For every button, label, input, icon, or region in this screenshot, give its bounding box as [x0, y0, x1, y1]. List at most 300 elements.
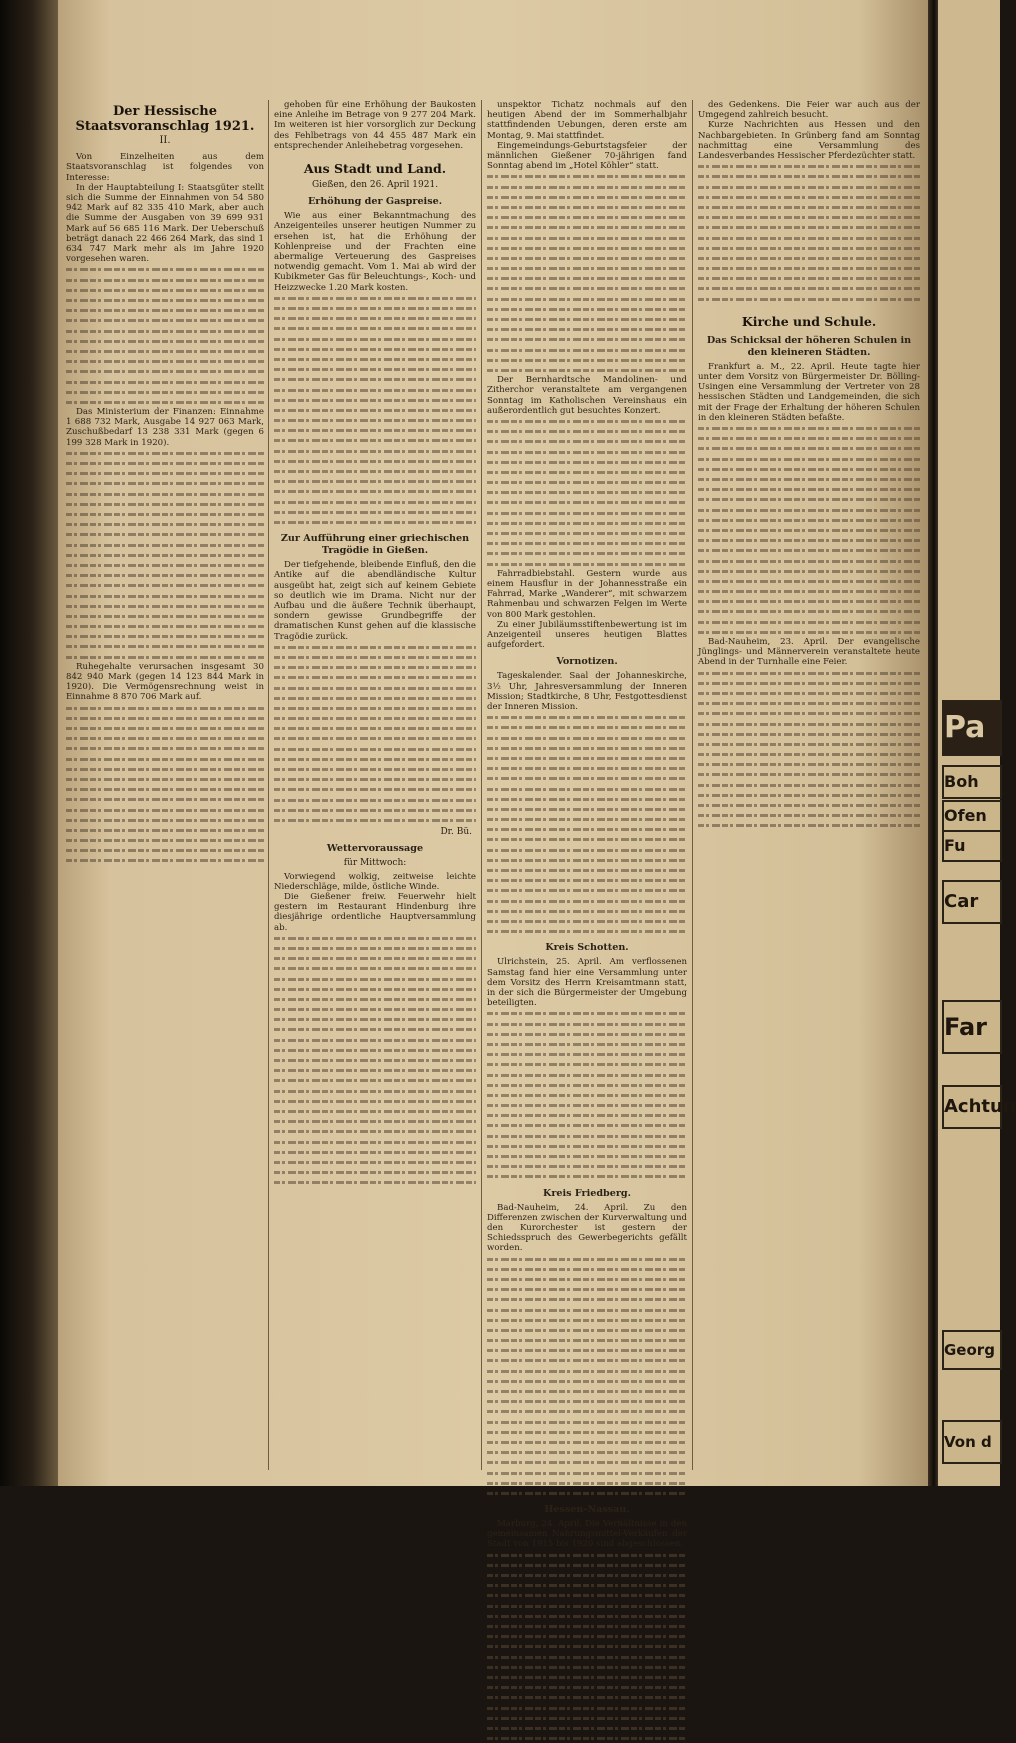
print-line: [66, 489, 264, 499]
print-line: [487, 773, 687, 783]
print-line: [274, 466, 476, 476]
print-line: [698, 719, 920, 729]
print-line: [487, 1570, 687, 1580]
print-line: [698, 443, 920, 453]
article-paragraph: Der tiefgehende, bleibende Einfluß, den die Antike auf die abendländische Kultur ausgeübt hat, zeigt sich auf keinem Gebiete so deutlich wie im Drama. Nicht nur der Aufbau und die äußere Technik überhaupt, sondern gewisse Grundbegriffe der dramatischen Kunst gehen auf die klassische Tragödie zurück.: [274, 560, 476, 642]
print-line: [487, 334, 687, 344]
article-paragraph: In der Hauptabteilung I: Staatsgüter stellt sich die Summe der Einnahmen von 54 580 942 Mark auf 82 335 410 Mark, aber auch die Summe der Ausgaben von 39 699 931 Mark auf 56 685 116 Mark. Der Ueberschuß beträgt danach 22 466 264 Mark, das sind 1 634 747 Mark mehr als im Jahre 1920 vorgesehen waren.: [66, 182, 264, 265]
print-line: [487, 497, 687, 507]
print-line: [487, 1662, 687, 1672]
print-line: [698, 586, 920, 596]
print-line: [698, 171, 920, 181]
filler-text-block-12: [487, 1550, 687, 1743]
print-line: [487, 1049, 687, 1059]
print-line: [66, 835, 264, 845]
print-line: [274, 744, 476, 754]
print-line: [698, 759, 920, 769]
article-paragraph: Frankfurt a. M., 22. April. Heute tagte hier unter dem Vorsitz von Bürgermeister Dr. Bölling-Usingen eine Versammlung der Vertreter von 28 hessischen Städten und Landgemeinden, die sich mit der Frage der Erhaltung der höheren Schulen in den kleineren Städten befaßte.: [698, 361, 920, 423]
print-line: [66, 346, 264, 356]
print-line: [487, 243, 687, 253]
filler-text-block-10: [487, 1008, 687, 1181]
print-line: [66, 580, 264, 590]
print-line: [66, 448, 264, 458]
print-line: [698, 810, 920, 820]
print-line: [274, 476, 476, 486]
print-line: [274, 795, 476, 805]
print-line: [487, 1355, 687, 1365]
print-line: [698, 729, 920, 739]
print-line: [487, 1601, 687, 1611]
print-line: [487, 467, 687, 477]
print-line: [487, 1457, 687, 1467]
print-line: [487, 263, 687, 273]
print-line: [698, 454, 920, 464]
print-line: [274, 723, 476, 733]
print-line: [274, 385, 476, 395]
print-line: [487, 926, 687, 936]
print-line: [66, 550, 264, 560]
article-paragraph: Bad-Nauheim, 24. April. Zu den Differenzen zwischen der Kurverwaltung und den Kurorchester ist gestern der Schiedsspruch des Gewerbegerichts gefällt worden.: [487, 1202, 687, 1254]
print-line: [274, 1055, 476, 1065]
print-line: [274, 486, 476, 496]
print-line: [487, 1008, 687, 1018]
print-line: [66, 560, 264, 570]
print-line: [274, 1157, 476, 1167]
article-paragraph: Der Bernhardtsche Mandolinen- und Zitherchor veranstaltete am vergangenen Sonntag im Katholischen Vereinshaus ein außerordentlich gut besuchtes Konzert.: [487, 375, 687, 416]
print-line: [66, 336, 264, 346]
print-line: [487, 1733, 687, 1743]
print-line: [487, 794, 687, 804]
print-line: [66, 641, 264, 651]
print-line: [487, 1059, 687, 1069]
print-line: [274, 953, 476, 963]
section-title-local: Aus Stadt und Land.: [303, 161, 447, 177]
article-part: II.: [159, 135, 171, 146]
print-line: [487, 1386, 687, 1396]
print-line: [698, 596, 920, 606]
print-line: [487, 1325, 687, 1335]
article-paragraph: Fahrradbiebstahl. Gestern wurde aus einem Hausflur in der Johannesstraße ein Fahrrad, Marke „Wanderer“, mit schwarzem Rahmenbau und schwarzen Felgen im Werte von 800 Mark gestohlen.: [487, 568, 687, 620]
print-line: [274, 303, 476, 313]
article-paragraph: Die Gießener freiw. Feuerwehr hielt gestern im Restaurant Hindenburg ihre diesjährige ordentliche Hauptversammlung ab.: [274, 891, 476, 933]
print-line: [487, 1029, 687, 1039]
print-line: [487, 365, 687, 375]
print-line: [487, 233, 687, 243]
print-line: [66, 509, 264, 519]
ad-fragment: Fu: [942, 830, 1002, 862]
print-line: [274, 713, 476, 723]
print-line: [66, 468, 264, 478]
dateline: Gießen, den 26. April 1921.: [311, 180, 439, 191]
subheading-higher-schools: Das Schicksal der höheren Schulen in den kleineren Städten.: [706, 334, 912, 358]
column-rule: [481, 100, 482, 1470]
filler-text-block-14: [698, 423, 920, 637]
print-line: [698, 739, 920, 749]
article-title: Der Hessische Staatsvoranschlag 1921.: [75, 104, 255, 134]
print-line: [66, 377, 264, 387]
print-line: [66, 713, 264, 723]
print-line: [274, 1024, 476, 1034]
print-line: [698, 668, 920, 678]
print-line: [66, 631, 264, 641]
print-line: [487, 426, 687, 436]
print-line: [487, 906, 687, 916]
print-line: [66, 305, 264, 315]
print-line: [487, 171, 687, 181]
print-line: [487, 1335, 687, 1345]
section-title-church-school: Kirche und Schule.: [741, 313, 877, 329]
print-line: [274, 456, 476, 466]
print-line: [487, 487, 687, 497]
print-line: [487, 733, 687, 743]
print-line: [698, 617, 920, 627]
print-line: [274, 1106, 476, 1116]
print-line: [487, 1417, 687, 1427]
print-line: [66, 764, 264, 774]
print-line: [66, 315, 264, 325]
print-line: [698, 263, 920, 273]
print-line: [274, 764, 476, 774]
print-line: [66, 458, 264, 468]
print-line: [274, 293, 476, 303]
print-line: [66, 264, 264, 274]
print-line: [66, 733, 264, 743]
print-line: [274, 1137, 476, 1147]
subheading-greek-tragedy: Zur Aufführung einer griechischen Tragödie in Gießen.: [280, 533, 470, 557]
print-line: [487, 1070, 687, 1080]
print-line: [698, 535, 920, 545]
column-1: [66, 100, 264, 1470]
print-line: [66, 723, 264, 733]
print-line: [274, 774, 476, 784]
print-line: [698, 749, 920, 759]
print-line: [487, 1131, 687, 1141]
print-line: [698, 525, 920, 535]
newspaper-page: [58, 0, 928, 1550]
print-line: [274, 1147, 476, 1157]
print-line: [274, 354, 476, 364]
print-line: [274, 984, 476, 994]
print-line: [487, 518, 687, 528]
print-line: [487, 294, 687, 304]
print-line: [698, 192, 920, 202]
print-line: [487, 1631, 687, 1641]
print-line: [698, 790, 920, 800]
print-line: [274, 1014, 476, 1024]
filler-text-block-7: [487, 171, 687, 375]
ad-fragment: Von d: [942, 1420, 1002, 1464]
print-line: [274, 784, 476, 794]
print-line: [274, 395, 476, 405]
print-line: [487, 416, 687, 426]
article-paragraph: Zu einer Jubiläumsstiftenbewertung ist im Anzeigenteil unseres heutigen Blattes aufgefordert.: [487, 619, 687, 651]
ad-fragment: Car: [942, 880, 1002, 924]
print-line: [487, 1151, 687, 1161]
print-line: [66, 845, 264, 855]
print-line: [487, 508, 687, 518]
print-line: [487, 1274, 687, 1284]
ad-fragment: Far: [942, 1000, 1002, 1054]
article-paragraph: Eingemeindungs-Geburtstagsfeier der männlichen Gießener 70-jährigen fand Sonntag abend im „Hotel Köhler“ statt.: [487, 140, 687, 172]
print-line: [487, 855, 687, 865]
print-line: [66, 611, 264, 621]
print-line: [274, 805, 476, 815]
print-line: [66, 570, 264, 580]
print-line: [487, 1641, 687, 1651]
print-line: [487, 1713, 687, 1723]
print-line: [487, 865, 687, 875]
print-line: [698, 566, 920, 576]
print-line: [487, 1580, 687, 1590]
ad-fragment: Georg: [942, 1330, 1002, 1370]
print-line: [487, 834, 687, 844]
print-line: [487, 1652, 687, 1662]
print-line: [274, 815, 476, 825]
filler-text-block-9: [487, 712, 687, 936]
article-paragraph: Von Einzelheiten aus dem Staatsvoranschlag ist folgendes von Interesse:: [66, 152, 264, 183]
print-line: [487, 1294, 687, 1304]
print-line: [487, 192, 687, 202]
print-line: [274, 943, 476, 953]
ad-fragment: Ofen: [942, 800, 1002, 832]
print-line: [487, 1703, 687, 1713]
print-line: [698, 182, 920, 192]
print-line: [487, 222, 687, 232]
article-paragraph: Marburg, 24. April. Die Verhältnisse in den gemeinsamen Nahrungsmittel-Verkäufen der Stadt von 1915 bis 1920 sind abgeschlossen.: [487, 1519, 687, 1550]
print-line: [487, 1396, 687, 1406]
print-line: [487, 753, 687, 763]
print-line: [487, 1427, 687, 1437]
print-line: [487, 1723, 687, 1733]
print-line: [487, 1478, 687, 1488]
print-line: [487, 1621, 687, 1631]
subheading-gas-prices: Erhöhung der Gaspreise.: [307, 196, 443, 208]
print-line: [487, 1672, 687, 1682]
print-line: [274, 662, 476, 672]
print-line: [487, 528, 687, 538]
ad-fragment: Boh: [942, 765, 1002, 799]
print-line: [66, 784, 264, 794]
author-signature: Dr. Bü.: [440, 827, 472, 838]
print-line: [274, 1045, 476, 1055]
print-line: [698, 688, 920, 698]
print-line: [274, 344, 476, 354]
print-line: [487, 1550, 687, 1560]
filler-text-block-2: [66, 448, 264, 662]
filler-text-block-15: [698, 668, 920, 831]
print-line: [487, 447, 687, 457]
print-line: [698, 678, 920, 688]
print-line: [66, 794, 264, 804]
print-line: [274, 754, 476, 764]
filler-text-block-4: [274, 293, 476, 527]
print-line: [487, 1611, 687, 1621]
article-paragraph: Kurze Nachrichten aus Hessen und den Nachbargebieten. In Grünberg fand am Sonntag nachmittag eine Versammlung des Landesverbandes Hessischer Pferdezüchter statt.: [698, 120, 920, 162]
filler-text-block-11: [487, 1254, 687, 1499]
print-line: [698, 253, 920, 263]
filler-text-block-8: [487, 416, 687, 569]
print-line: [487, 1141, 687, 1151]
print-line: [66, 652, 264, 662]
print-line: [487, 345, 687, 355]
print-line: [274, 683, 476, 693]
print-line: [698, 800, 920, 810]
print-line: [274, 425, 476, 435]
print-line: [66, 743, 264, 753]
print-line: [487, 1468, 687, 1478]
print-line: [487, 1366, 687, 1376]
print-line: [487, 1345, 687, 1355]
print-line: [487, 1692, 687, 1702]
print-line: [698, 273, 920, 283]
print-line: [487, 477, 687, 487]
print-line: [487, 1039, 687, 1049]
print-line: [487, 182, 687, 192]
print-line: [66, 601, 264, 611]
print-line: [698, 708, 920, 718]
print-line: [487, 457, 687, 467]
print-line: [487, 1120, 687, 1130]
weather-heading: Wettervoraussage: [326, 843, 424, 855]
print-line: [487, 1264, 687, 1274]
print-line: [487, 1161, 687, 1171]
print-line: [274, 1035, 476, 1045]
filler-text-block-5: [274, 642, 476, 825]
print-line: [487, 1254, 687, 1264]
print-line: [487, 845, 687, 855]
print-line: [487, 743, 687, 753]
print-line: [66, 326, 264, 336]
print-line: [274, 994, 476, 1004]
print-line: [66, 855, 264, 865]
print-line: [487, 875, 687, 885]
print-line: [487, 212, 687, 222]
print-line: [698, 515, 920, 525]
print-line: [274, 313, 476, 323]
print-line: [487, 896, 687, 906]
print-line: [698, 161, 920, 171]
print-line: [487, 722, 687, 732]
print-line: [487, 1437, 687, 1447]
print-line: [487, 1488, 687, 1498]
print-line: [487, 548, 687, 558]
print-line: [487, 273, 687, 283]
print-line: [487, 202, 687, 212]
print-line: [698, 423, 920, 433]
article-paragraph: Das Ministerium der Finanzen: Einnahme 1 688 732 Mark, Ausgabe 14 927 063 Mark, Zuschußbedarf 13 238 331 Mark (gegen 6 199 328 Mark in 1920).: [66, 407, 264, 448]
district-heading-friedberg: Kreis Friedberg.: [543, 1187, 631, 1199]
print-line: [487, 784, 687, 794]
article-paragraph: Wie aus einer Bekanntmachung des Anzeigenteiles unserer heutigen Nummer zu ersehen ist, hat die Erhöhung der Kohlenpreise und der Frachten eine abermalige Verteuerung des Gaspreises notwendig gemacht. Vom 1. Mai ab wird der Kubikmeter Gas für Beleuchtungs-, Koch- und Heizzwecke 1.20 Mark kosten.: [274, 211, 476, 293]
print-line: [274, 323, 476, 333]
print-line: [66, 366, 264, 376]
print-line: [274, 672, 476, 682]
page-gutter: [928, 0, 938, 1486]
print-line: [698, 494, 920, 504]
print-line: [487, 1019, 687, 1029]
print-line: [66, 478, 264, 488]
print-line: [698, 243, 920, 253]
column-rule: [692, 100, 693, 1470]
print-line: [698, 627, 920, 637]
print-line: [487, 304, 687, 314]
print-line: [698, 545, 920, 555]
print-line: [487, 1406, 687, 1416]
print-line: [698, 433, 920, 443]
print-line: [487, 885, 687, 895]
district-heading-schotten: Kreis Schotten.: [545, 942, 629, 954]
article-paragraph: Ruhegehalte verursachen insgesamt 30 842 940 Mark (gegen 14 123 844 Mark in 1920). Die Vermögensrechnung weist in Einnahme 8 870 706 Mark auf.: [66, 661, 264, 703]
print-line: [274, 497, 476, 507]
print-line: [66, 295, 264, 305]
print-line: [487, 763, 687, 773]
ad-fragment: Pa: [942, 700, 1002, 756]
print-line: [698, 556, 920, 566]
print-line: [487, 1447, 687, 1457]
print-line: [698, 505, 920, 515]
print-line: [487, 1376, 687, 1386]
print-line: [274, 1167, 476, 1177]
print-line: [487, 916, 687, 926]
print-line: [487, 1315, 687, 1325]
filler-text-block: [66, 264, 264, 407]
print-line: [698, 484, 920, 494]
print-line: [274, 933, 476, 943]
filler-text-block-6: [274, 933, 476, 1188]
print-line: [274, 435, 476, 445]
print-line: [487, 283, 687, 293]
article-paragraph: Tageskalender. Saal der Johanneskirche, 3½ Uhr, Jahresversammlung der Inneren Mission; Stadtkirche, 8 Uhr, Festgottesdienst der Inneren Mission.: [487, 671, 687, 713]
print-line: [274, 963, 476, 973]
print-line: [66, 825, 264, 835]
print-line: [66, 387, 264, 397]
print-line: [274, 1177, 476, 1187]
print-line: [698, 202, 920, 212]
print-line: [487, 1284, 687, 1294]
print-line: [274, 1096, 476, 1106]
column-rule: [268, 100, 269, 1470]
column-4: [698, 100, 920, 1470]
print-line: [487, 355, 687, 365]
print-line: [487, 804, 687, 814]
print-line: [66, 285, 264, 295]
print-line: [274, 1004, 476, 1014]
district-heading-hessen-nassau: Hessen-Nassau.: [544, 1504, 630, 1516]
print-line: [274, 364, 476, 374]
print-line: [698, 698, 920, 708]
print-line: [274, 1126, 476, 1136]
print-line: [487, 712, 687, 722]
print-line: [66, 591, 264, 601]
print-line: [487, 824, 687, 834]
adjacent-page-edge: [938, 0, 1016, 1486]
print-line: [487, 1682, 687, 1692]
print-line: [274, 446, 476, 456]
print-line: [274, 517, 476, 527]
filler-text-block-3: [66, 703, 264, 866]
print-line: [274, 974, 476, 984]
print-line: [66, 529, 264, 539]
book-spine-shadow: [0, 0, 58, 1486]
print-line: [698, 212, 920, 222]
print-line: [274, 415, 476, 425]
print-line: [274, 1075, 476, 1085]
print-line: [274, 1065, 476, 1075]
column-3: [487, 100, 687, 1550]
print-line: [698, 222, 920, 232]
print-line: [487, 1305, 687, 1315]
print-line: [66, 519, 264, 529]
